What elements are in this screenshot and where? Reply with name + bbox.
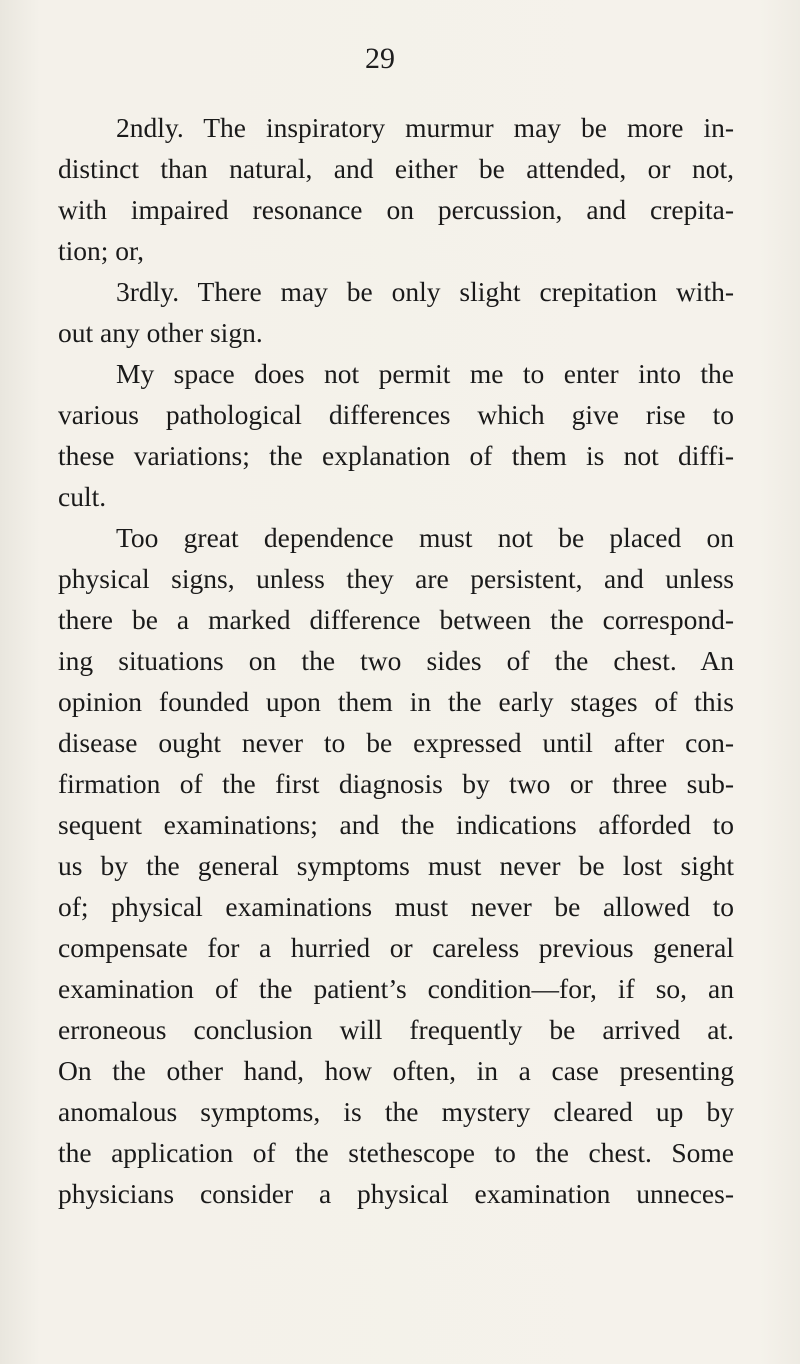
body-text xyxy=(58,107,734,1214)
text-line: sequent examinations; and the indications afforded to xyxy=(58,809,734,840)
text-line: erroneous conclusion will frequently be arrived at. xyxy=(58,1014,734,1045)
text-line: there be a marked difference between the correspond- xyxy=(58,604,734,635)
text-line: us by the general symptoms must never be lost sight xyxy=(58,850,734,881)
text-line: firmation of the first diagnosis by two or three sub- xyxy=(58,768,734,799)
text-line: opinion founded upon them in the early stages of this xyxy=(58,686,734,717)
text-line: My space does not permit me to enter into the xyxy=(116,358,734,389)
text-line: examination of the patient’s condition—for, if so, an xyxy=(58,973,734,1004)
text-line: these variations; the explanation of them is not diffi- xyxy=(58,440,734,471)
text-line: On the other hand, how often, in a case presenting xyxy=(58,1055,734,1086)
text-line: various pathological differences which give rise to xyxy=(58,399,734,430)
text-line: Too great dependence must not be placed on xyxy=(116,522,734,553)
text-line: physical signs, unless they are persistent, and unless xyxy=(58,563,734,594)
text-line: tion; or, xyxy=(58,235,144,266)
text-line: compensate for a hurried or careless previous general xyxy=(58,932,734,963)
text-line: anomalous symptoms, is the mystery cleared up by xyxy=(58,1096,734,1127)
text-line: 3rdly. There may be only slight crepitation with- xyxy=(116,276,734,307)
text-line: the application of the stethescope to the chest. Some xyxy=(58,1137,734,1168)
text-line: distinct than natural, and either be attended, or not, xyxy=(58,153,734,184)
text-line: 2ndly. The inspiratory murmur may be more in- xyxy=(116,112,734,143)
text-line: of; physical examinations must never be allowed to xyxy=(58,891,734,922)
text-line: with impaired resonance on percussion, and crepita- xyxy=(58,194,734,225)
text-line: disease ought never to be expressed until after con- xyxy=(58,727,734,758)
text-line: ing situations on the two sides of the chest. An xyxy=(58,645,734,676)
page-number: 29 xyxy=(365,42,395,75)
text-line: physicians consider a physical examination unneces- xyxy=(58,1178,734,1209)
text-line: out any other sign. xyxy=(58,317,263,348)
text-line: cult. xyxy=(58,481,107,512)
